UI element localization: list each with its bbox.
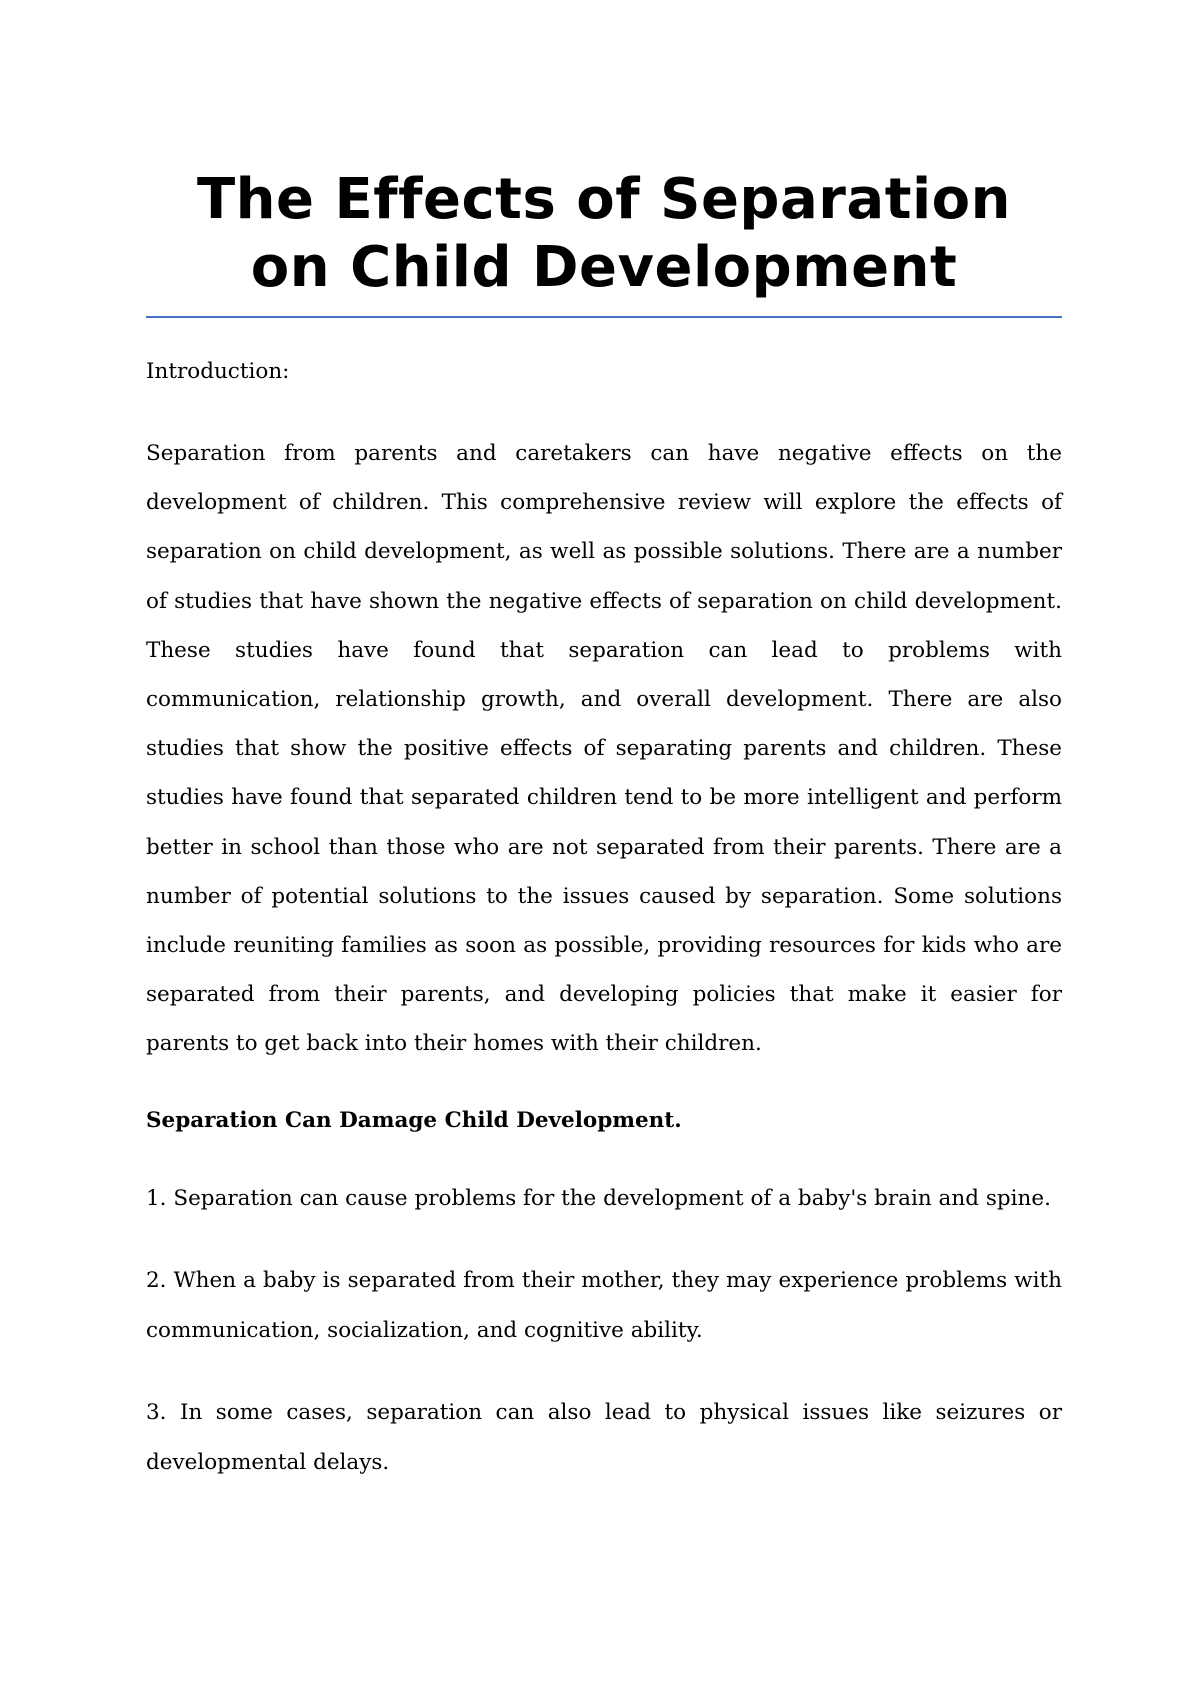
intro-paragraph: Separation from parents and caretakers can have negative effects on the development of children. This comprehensive review will explore the effects of separation on child development, as well as possible solutions. There are a number of studies that have shown the negative effects of separation on child development. These studies have found that separation can lead to problems with communication, relationship growth, and overall development. There are also studies that show the positive effects of separating parents and children. These studies have found that separated children tend to be more intelligent and perform better in school than those who are not separated from their parents. There are a number of potential solutions to the issues caused by separation. Some solutions include reuniting families as soon as possible, providing resources for kids who are separated from their parents, and developing policies that make it easier for parents to get back into their homes with their children. [146, 441, 1062, 1057]
section-heading: Separation Can Damage Child Development. [146, 1107, 682, 1133]
list-item: 2. When a baby is separated from their mother, they may experience problems with communication, socialization, and cognitive ability. [146, 1268, 1062, 1343]
title-underline-rule [146, 316, 1062, 318]
title-line-2: on Child Development [250, 235, 958, 300]
list-item: 1. Separation can cause problems for the development of a baby's brain and spine. [146, 1185, 1051, 1211]
document-title [146, 0, 1062, 302]
list-item: 3. In some cases, separation can also lead to physical issues like seizures or developmental delays. [146, 1400, 1062, 1475]
document-page [146, 0, 1062, 1487]
intro-label: Introduction: [146, 359, 290, 384]
title-line-1: The Effects of Separation [196, 167, 1012, 232]
